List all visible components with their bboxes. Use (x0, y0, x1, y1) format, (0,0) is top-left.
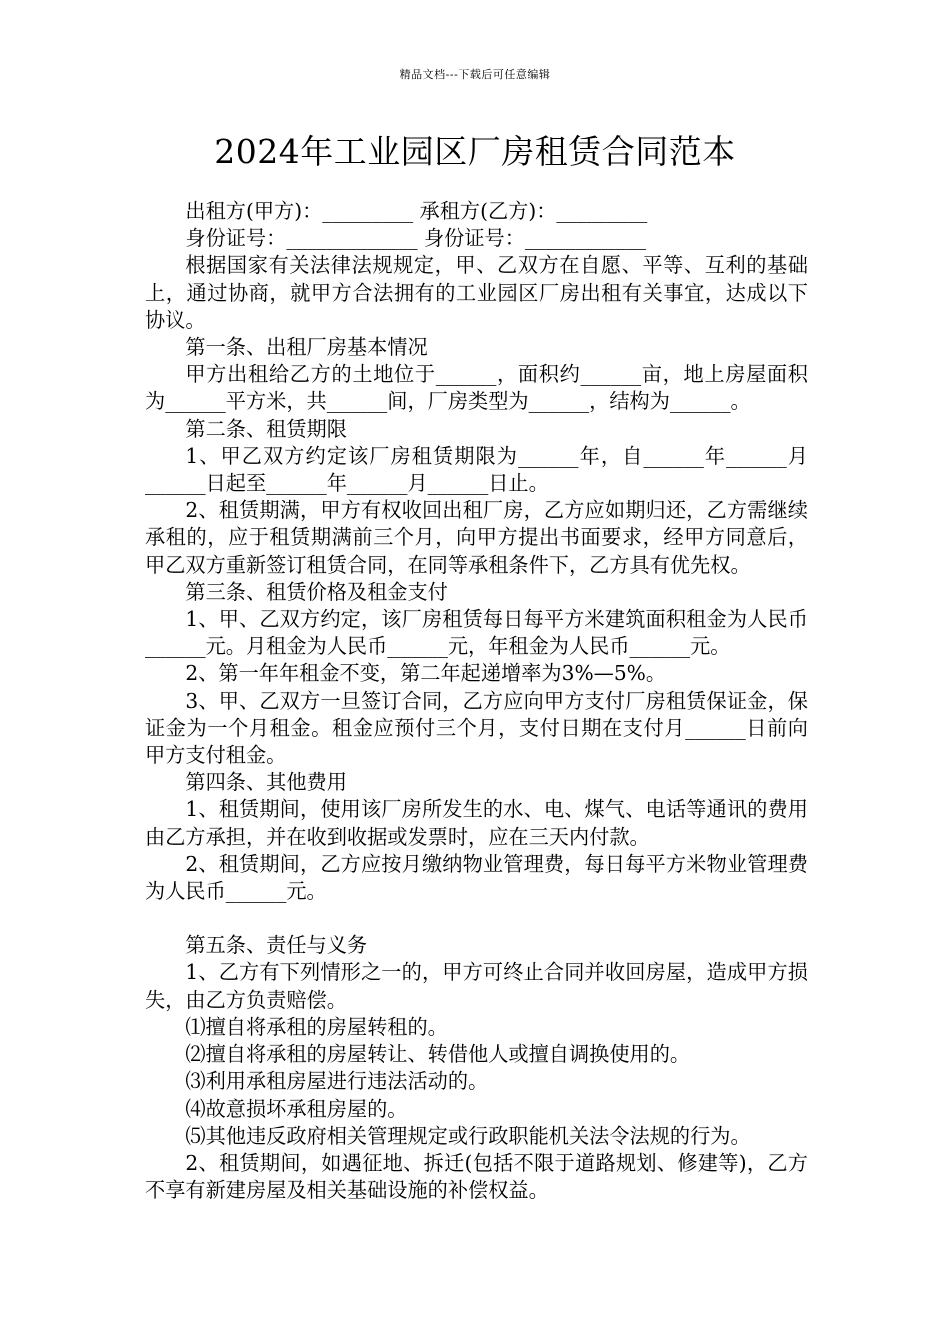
list-item: ⑵擅自将承租的房屋转让、转借他人或擅自调换使用的。 (185, 1042, 691, 1067)
section-heading: 第五条、责任与义务 (185, 933, 368, 958)
list-item: ⑴擅自将承租的房屋转租的。 (185, 1014, 448, 1039)
paragraph: 甲方出租给乙方的土地位于______，面积约______亩，地上房屋面积为______平方米，共______间，厂房类型为______，结构为______。 (145, 362, 808, 414)
section-heading: 第四条、其他费用 (185, 770, 347, 795)
preamble-paragraph: 根据国家有关法律法规规定，甲、乙双方在自愿、平等、互利的基础上，通过协商，就甲方合法拥有的工业园区厂房出租有关事宜，达成以下协议。 (145, 253, 808, 332)
paragraph: 2、租赁期间，如遇征地、拆迁(包括不限于道路规划、修建等)，乙方不享有新建房屋及相关基础设施的补偿权益。 (145, 1150, 808, 1203)
list-item: ⑶利用承租房屋进行违法活动的。 (185, 1069, 489, 1094)
document-title: 2024年工业园区厂房租赁合同范本 (214, 132, 736, 171)
section-heading: 第二条、租赁期限 (185, 416, 347, 441)
header-note: 精品文档---下载后可任意编辑 (399, 68, 551, 81)
paragraph: 1、乙方有下列情形之一的，甲方可终止合同并收回房屋，造成甲方损失，由乙方负责赔偿。 (145, 960, 808, 1012)
id-line: 身份证号：_____________ 身份证号：____________ (185, 226, 647, 251)
paragraph: 1、甲、乙双方约定，该厂房租赁每日每平方米建筑面积租金为人民币______元。月租金为人民币______元，年租金为人民币______元。 (145, 607, 808, 659)
document-body (145, 198, 808, 1204)
party-line: 出租方(甲方)：_________ 承租方(乙方)：_________ (185, 199, 648, 223)
paragraph: 2、租赁期间，乙方应按月缴纳物业管理费，每日每平方米物业管理费为人民币______元。 (145, 851, 808, 904)
list-item: ⑷故意损坏承租房屋的。 (185, 1096, 408, 1121)
paragraph: 1、租赁期间，使用该厂房所发生的水、电、煤气、电话等通讯的费用由乙方承担，并在收到收据或发票时，应在三天内付款。 (145, 797, 808, 849)
section-heading: 第一条、出租厂房基本情况 (185, 335, 428, 360)
list-item: ⑸其他违反政府相关管理规定或行政职能机关法令法规的行为。 (185, 1123, 751, 1148)
paragraph: 2、租赁期满，甲方有权收回出租厂房，乙方应如期归还，乙方需继续承租的，应于租赁期满前三个月，向甲方提出书面要求，经甲方同意后，甲乙双方重新签订租赁合同，在同等承租条件下，乙方具有优先权。 (145, 498, 808, 577)
paragraph: 1、甲乙双方约定该厂房租赁期限为______年，自______年______月______日起至______年______月______日止。 (145, 443, 808, 496)
section-heading: 第三条、租赁价格及租金支付 (185, 579, 448, 604)
paragraph: 2、第一年年租金不变，第二年起递增率为3%—5%。 (185, 661, 667, 686)
paragraph: 3、甲、乙双方一旦签订合同，乙方应向甲方支付厂房租赁保证金，保证金为一个月租金。租金应预付三个月，支付日期在支付月______日前向甲方支付租金。 (145, 688, 808, 768)
blank-line (145, 905, 808, 932)
